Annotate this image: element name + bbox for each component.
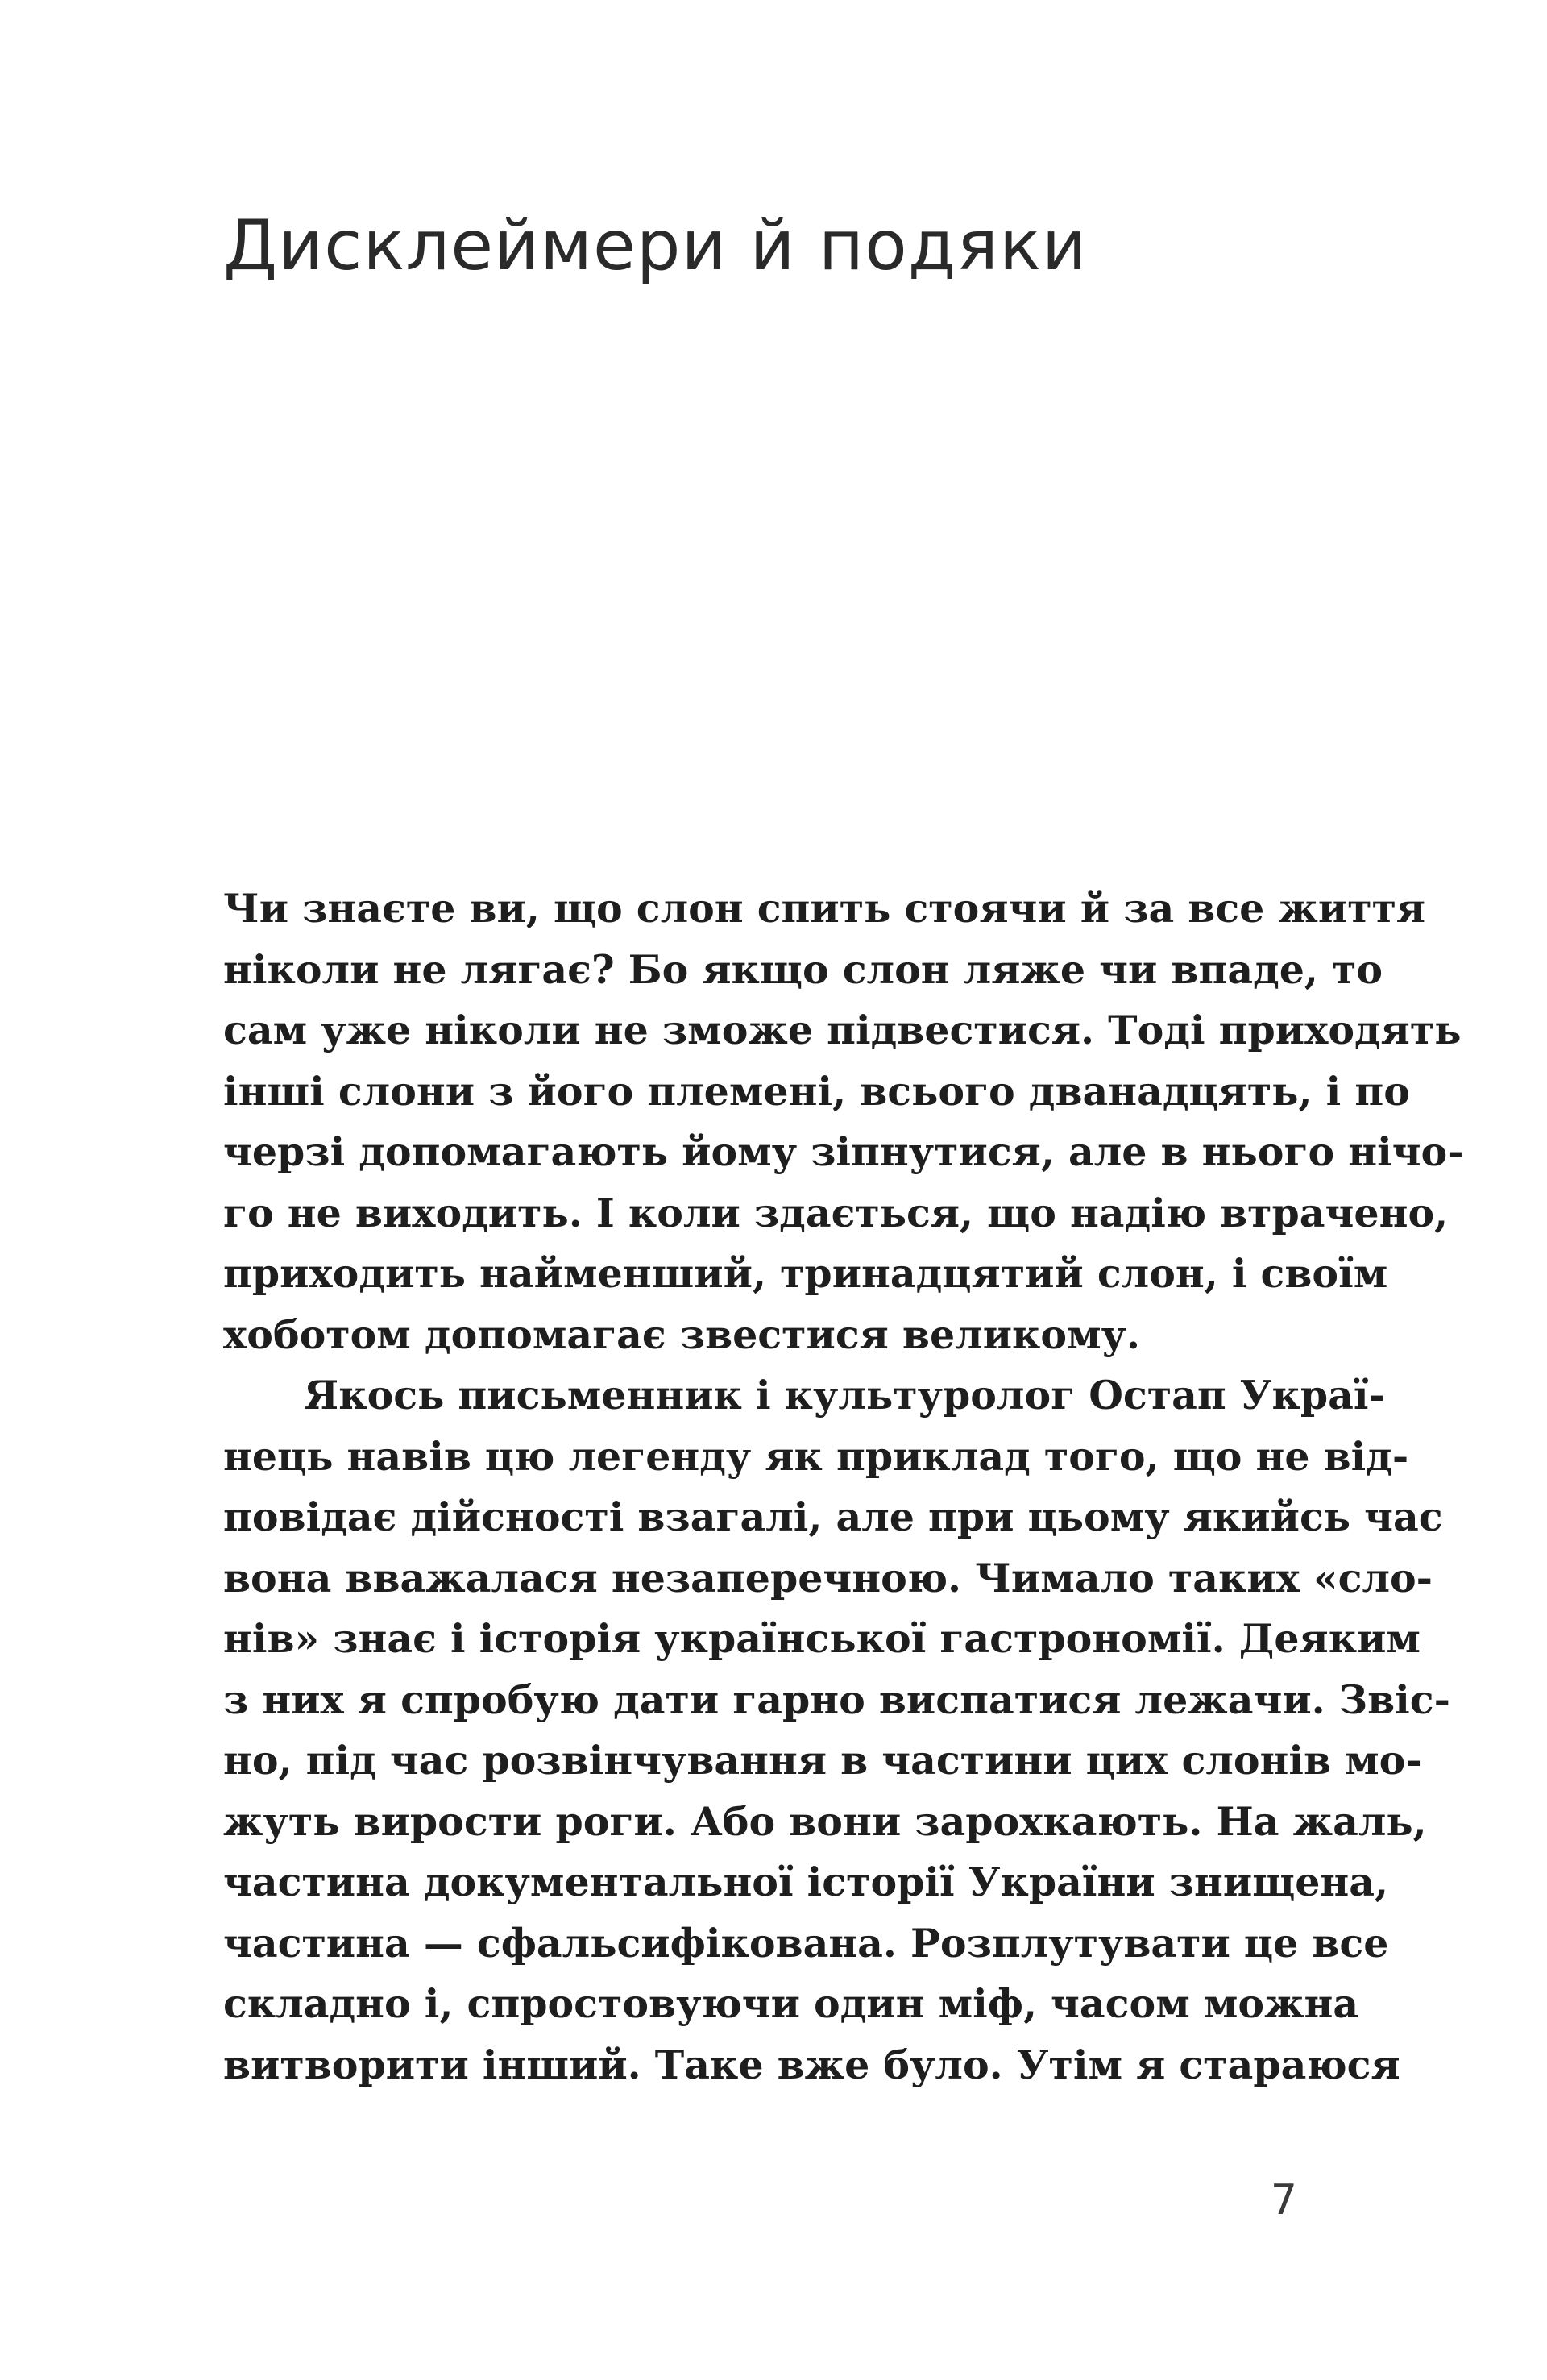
text-line: но, під час розвінчування в частини цих слонів мо- xyxy=(223,1737,1422,1784)
text-line: приходить найменший, тринадцятий слон, і своїм xyxy=(223,1250,1388,1297)
text-line: вона вважалася незаперечною. Чимало таких «сло- xyxy=(223,1554,1433,1601)
text-line: витворити інший. Таке вже було. Утім я стараюся xyxy=(223,2041,1400,2088)
text-line: Чи знаєте ви, що слон спить стоячи й за все життя xyxy=(223,885,1426,932)
paragraph-1 xyxy=(223,878,1464,1365)
text-line: частина — сфальсифікована. Розплутувати це все xyxy=(223,1919,1389,1967)
paragraph-2 xyxy=(223,1365,1450,2095)
chapter-title: Дисклеймери й подяки xyxy=(223,206,1088,286)
text-line: нець навів цю легенду як приклад того, що не від- xyxy=(223,1432,1409,1480)
body-text xyxy=(223,878,1464,2095)
text-line: з них я спробую дати гарно виспатися лежачи. Звіс- xyxy=(223,1676,1450,1723)
text-line: сам уже ніколи не зможе підвестися. Тоді приходять xyxy=(223,1007,1462,1053)
text-line: ніколи не лягає? Бо якщо слон ляже чи впаде, то xyxy=(223,945,1383,993)
text-line: жуть вирости роги. Або вони зарохкають. На жаль, xyxy=(223,1797,1427,1845)
text-line: інші слони з його племені, всього дванадцять, і по xyxy=(223,1067,1410,1115)
text-line: хоботом допомагає звестися великому. xyxy=(223,1310,1141,1358)
text-line: го не виходить. І коли здається, що надію втрачено, xyxy=(223,1189,1449,1236)
text-line: нів» знає і історія української гастрономії. Деяким xyxy=(223,1615,1421,1662)
text-line: Якось письменник і культуролог Остап Украї- xyxy=(304,1372,1385,1418)
text-line: черзі допомагають йому зіпнутися, але в нього нічо- xyxy=(223,1128,1464,1175)
text-line: повідає дійсності взагалі, але при цьому якийсь час xyxy=(223,1493,1443,1540)
page-number: 7 xyxy=(1270,2176,1297,2224)
text-line: складно і, спростовуючи один міф, часом можна xyxy=(223,1980,1359,2027)
text-line: частина документальної історії України знищена, xyxy=(223,1859,1389,1905)
